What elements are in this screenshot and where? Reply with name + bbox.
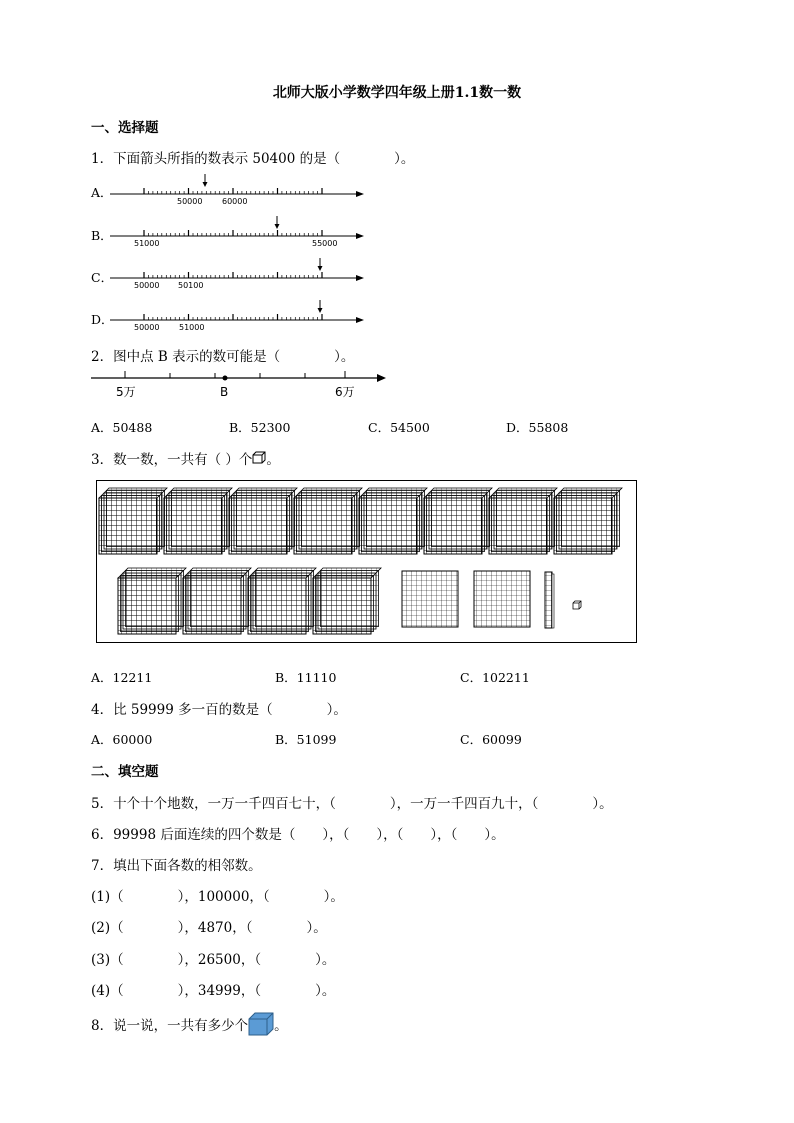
arrow-head-icon [356, 317, 364, 323]
q3-stem-text: 3．数一数，一共有（ ）个 [91, 452, 253, 468]
question-8-stem [91, 1012, 288, 1036]
q1-number-line-a [108, 172, 370, 212]
blue-cube-icon [248, 1012, 274, 1036]
thousand-cube [359, 488, 427, 554]
thousand-cube [294, 488, 362, 554]
q1-line-b-tick2-label: 55000 [312, 239, 338, 248]
q2-option-d: D．55808 [506, 420, 569, 435]
q4-option-c: C．60099 [460, 732, 522, 747]
q1-option-d-label: D． [91, 312, 114, 327]
q3-option-b: B．11110 [275, 670, 337, 685]
q1-line-b-tick1-label: 51000 [134, 239, 160, 248]
thousand-cube [554, 488, 622, 554]
thousand-cube [99, 488, 167, 554]
small-cube-icon [252, 451, 266, 464]
q8-stem-text: 8．说一说，一共有多少个 [91, 1018, 249, 1034]
thousand-cube [248, 568, 316, 634]
q2-label-6wan: 6万 [335, 385, 355, 399]
q4-option-a: A．60000 [91, 732, 153, 747]
q7-item-4: (4)（ ），34999，（ ）。 [91, 983, 336, 999]
q1-line-c-tick1-label: 50000 [134, 281, 160, 290]
q1-line-d-tick1-label: 50000 [134, 323, 160, 332]
unit-cube-icon [573, 601, 581, 609]
q8-stem-end: 。 [274, 1018, 288, 1034]
arrow-head-icon [356, 191, 364, 197]
question-7-stem: 7．填出下面各数的相邻数。 [91, 858, 262, 874]
question-2-stem: 2．图中点 B 表示的数可能是（ ）。 [91, 349, 355, 365]
arrow-head-icon [356, 275, 364, 281]
thousand-cube [118, 568, 186, 634]
q1-line-a-tick1-label: 50000 [177, 197, 203, 206]
base-ten-blocks-figure [96, 480, 637, 643]
q2-number-line [88, 366, 390, 402]
arrow-head-icon [377, 374, 386, 382]
q1-line-a-ticks [110, 174, 364, 197]
q1-number-line-c [108, 256, 370, 296]
q2-label-5wan: 5万 [116, 385, 136, 399]
q3-option-a: A．12211 [91, 670, 153, 685]
q1-line-c-ticks [110, 258, 364, 281]
q1-line-d-ticks [110, 300, 364, 323]
thousand-cube [424, 488, 492, 554]
q7-item-1: (1)（ ），100000，（ ）。 [91, 889, 344, 905]
question-6: 6．99998 后面连续的四个数是（ ），（ ），（ ），（ ）。 [91, 827, 505, 843]
question-3-stem [91, 448, 280, 468]
question-5: 5．十个十个地数，一万一千四百七十，（ ），一万一千四百九十，（ ）。 [91, 796, 613, 812]
q7-item-2: (2)（ ），4870，（ ）。 [91, 920, 327, 936]
question-1-stem: 1．下面箭头所指的数表示 50400 的是（ ）。 [91, 151, 415, 167]
q1-number-line-b [108, 214, 370, 254]
thousand-cube [313, 568, 381, 634]
thousand-cube [164, 488, 232, 554]
hundred-flat-2 [474, 571, 530, 627]
ten-rod [545, 572, 554, 628]
q1-option-a-label: A． [91, 185, 113, 200]
hundred-flat-1 [402, 571, 458, 627]
q3-stem-end: 。 [266, 452, 280, 468]
thousand-cube [489, 488, 557, 554]
section-heading-choice: 一、选择题 [91, 120, 159, 136]
q4-option-b: B．51099 [275, 732, 337, 747]
q1-line-b-ticks [110, 216, 364, 239]
thousand-cube [229, 488, 297, 554]
point-b-dot [223, 376, 228, 381]
thousand-cube [183, 568, 251, 634]
q2-option-a: A．50488 [91, 420, 153, 435]
page-title: 北师大版小学数学四年级上册1.1数一数 [272, 85, 522, 101]
q2-option-b: B．52300 [229, 420, 291, 435]
q2-label-b: B [220, 385, 229, 399]
q3-option-c: C．102211 [460, 670, 530, 685]
q1-option-c-label: C． [91, 270, 114, 285]
q1-number-line-d [108, 298, 370, 338]
q1-line-a-tick2-label: 60000 [222, 197, 248, 206]
arrow-head-icon [356, 233, 364, 239]
section-heading-fill: 二、填空题 [91, 764, 159, 780]
q7-item-3: (3)（ ），26500，（ ）。 [91, 952, 336, 968]
q1-line-d-tick2-label: 51000 [179, 323, 205, 332]
q2-option-c: C．54500 [368, 420, 430, 435]
q1-line-c-tick2-label: 50100 [178, 281, 204, 290]
q1-option-b-label: B． [91, 228, 113, 243]
question-4-stem: 4．比 59999 多一百的数是（ ）。 [91, 702, 347, 718]
